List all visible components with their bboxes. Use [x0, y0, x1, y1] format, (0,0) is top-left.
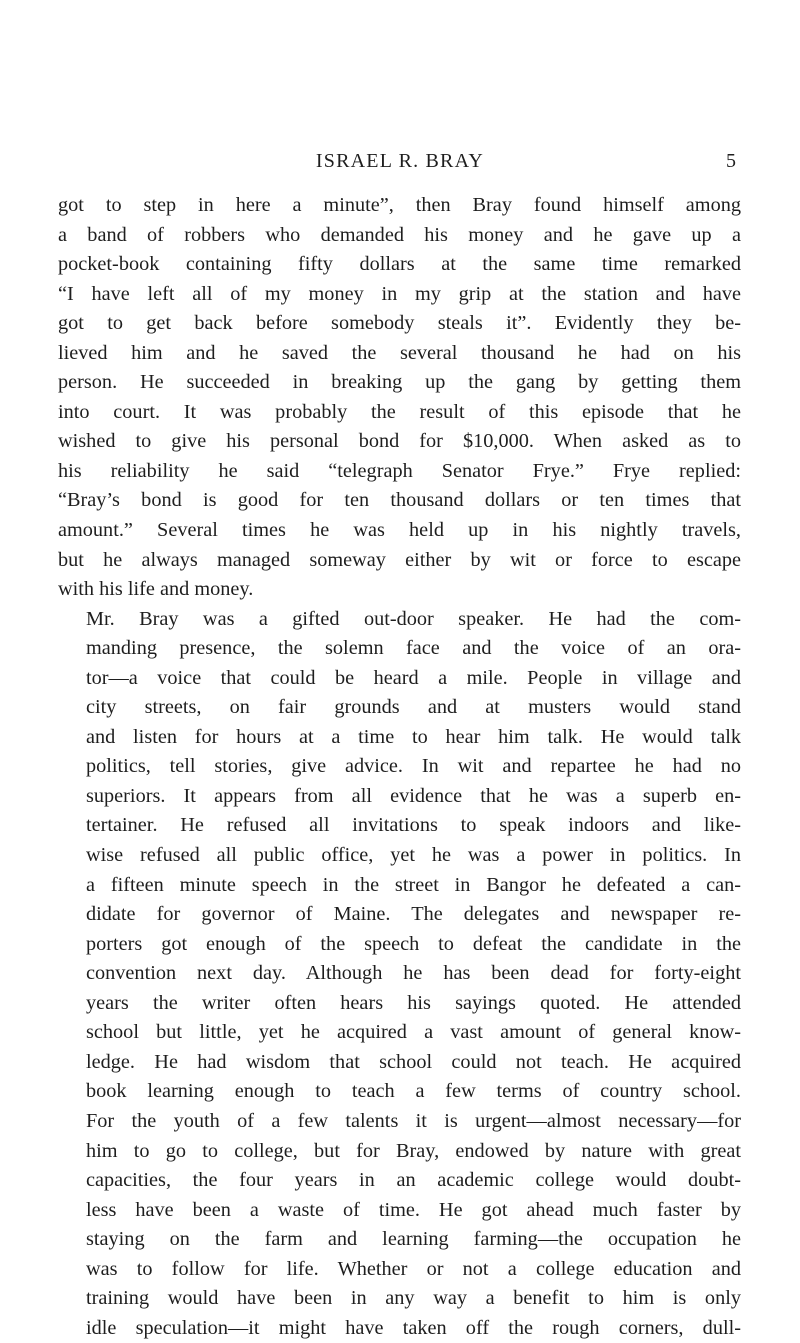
text-line: tor—a voice that could be heard a mile. People in village and: [86, 666, 741, 689]
text-line: into court. It was probably the result of this episode that he: [58, 400, 741, 423]
text-line: wished to give his personal bond for $10,000. When asked as to: [58, 430, 741, 453]
text-line: manding presence, the solemn face and the voice of an ora-: [86, 637, 741, 660]
text-line: superiors. It appears from all evidence that he was a superb en-: [86, 784, 741, 807]
text-line: tertainer. He refused all invitations to speak indoors and like-: [86, 814, 741, 837]
text-line: porters got enough of the speech to defeat the candidate in the: [86, 932, 741, 955]
text-line: years the writer often hears his sayings quoted. He attended: [86, 991, 741, 1014]
body-text: [58, 191, 741, 1343]
text-line: “I have left all of my money in my grip at the station and have: [58, 282, 741, 305]
page-number: 5: [726, 150, 736, 172]
text-line: idle speculation—it might have taken off the rough corners, dull-: [86, 1316, 741, 1339]
text-line: staying on the farm and learning farming—the occupation he: [86, 1228, 741, 1251]
text-line: with his life and money.: [58, 578, 254, 601]
text-line: For the youth of a few talents it is urgent—almost necessary—for: [86, 1109, 741, 1132]
running-head: [60, 150, 740, 176]
text-line: wise refused all public office, yet he was a power in politics. In: [86, 844, 741, 867]
text-line: book learning enough to teach a few terms of country school.: [86, 1080, 741, 1103]
text-line: his reliability he said “telegraph Senator Frye.” Frye replied:: [58, 459, 741, 482]
text-line: a band of robbers who demanded his money and he gave up a: [58, 223, 741, 246]
text-line: amount.” Several times he was held up in his nightly travels,: [58, 519, 741, 542]
text-line: got to get back before somebody steals it”. Evidently they be-: [58, 312, 741, 335]
text-line: but he always managed someway either by wit or force to escape: [58, 548, 741, 571]
text-line: “Bray’s bond is good for ten thousand dollars or ten times that: [58, 489, 741, 512]
text-line: was to follow for life. Whether or not a college education and: [86, 1257, 741, 1280]
text-line: ledge. He had wisdom that school could not teach. He acquired: [86, 1050, 741, 1073]
text-line: person. He succeeded in breaking up the gang by getting them: [58, 371, 741, 394]
text-line: got to step in here a minute”, then Bray found himself among: [58, 194, 741, 216]
text-line: pocket-book containing fifty dollars at the same time remarked: [58, 253, 741, 276]
text-line: a fifteen minute speech in the street in Bangor he defeated a can-: [86, 873, 741, 896]
text-line: training would have been in any way a benefit to him is only: [86, 1287, 741, 1310]
paragraph-1: [58, 191, 741, 605]
text-line: politics, tell stories, give advice. In wit and repartee he had no: [86, 755, 741, 778]
text-line: less have been a waste of time. He got ahead much faster by: [86, 1198, 741, 1221]
text-line: capacities, the four years in an academic college would doubt-: [86, 1169, 741, 1192]
text-line: school but little, yet he acquired a vast amount of general know-: [86, 1021, 741, 1044]
text-line: and listen for hours at a time to hear him talk. He would talk: [86, 725, 741, 748]
text-line: Mr. Bray was a gifted out-door speaker. He had the com-: [86, 607, 741, 630]
paragraph-2: [58, 605, 741, 1343]
text-line: didate for governor of Maine. The delegates and newspaper re-: [86, 903, 741, 926]
text-line: city streets, on fair grounds and at musters would stand: [86, 696, 741, 719]
text-line: convention next day. Although he has been dead for forty-eight: [86, 962, 741, 985]
text-line: him to go to college, but for Bray, endowed by nature with great: [86, 1139, 741, 1162]
text-line: lieved him and he saved the several thousand he had on his: [58, 341, 741, 364]
running-title: ISRAEL R. BRAY: [315, 150, 485, 172]
